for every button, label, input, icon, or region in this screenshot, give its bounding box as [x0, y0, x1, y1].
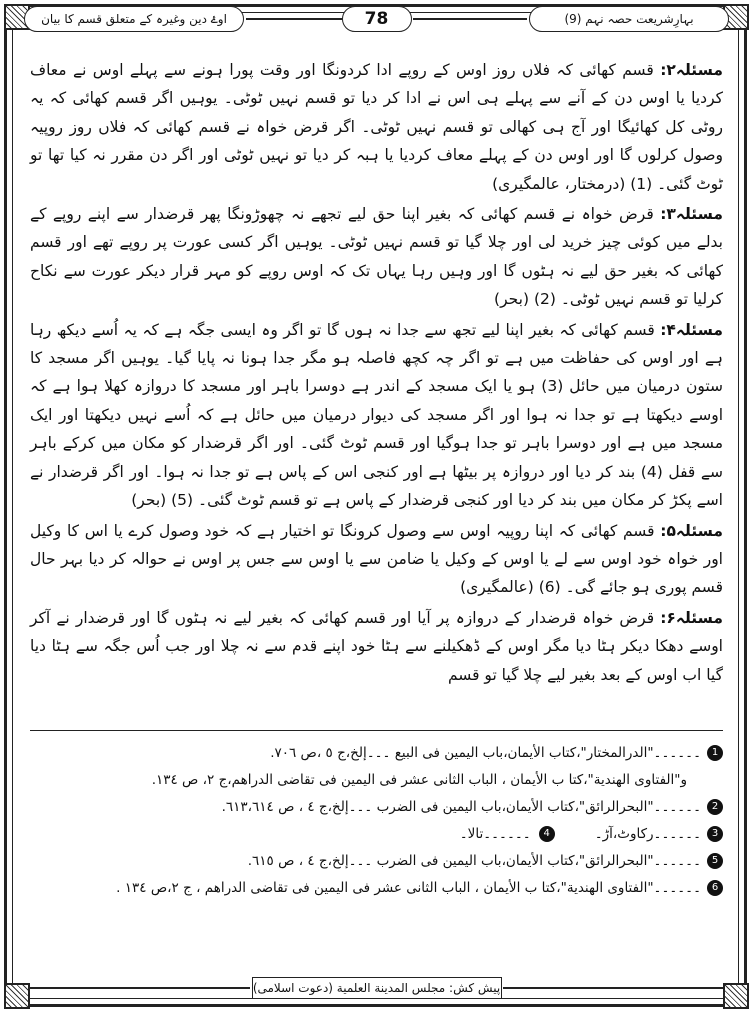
footnote [30, 821, 723, 848]
paragraph-text: قرض خواہ قرضدار کے دروازہ پر آیا اور قسم کھائی کہ بغیر لیے نہ ہٹوں گا اور قرضدار نے آکر اوسے دھکا دیکر ہٹا دیا مگر اوس کے ڈھکیلنے سے ہٹا خود اپنے قدم سے نہ چلا اور جب اُس جگہ سے ہٹا دیا گیا اب اوس کے بعد بغیر لیے چلا گیا تو قسم [30, 608, 723, 684]
masala-label: مسئلہ۵: [660, 521, 724, 540]
footnote [30, 875, 723, 902]
footnote-number: 6 [707, 880, 723, 896]
masala-label: مسئلہ۲: [660, 61, 723, 79]
footnote-text: ۔۔۔۔۔۔"الدرالمختار"،کتاب الأیمان،باب الیمین فی البیع ۔۔۔إلخ،ج ٥ ،ص ٧٠٦. [270, 745, 701, 761]
footnote-number: 3 [707, 826, 723, 842]
corner-ornament-bottom-left [4, 983, 30, 1009]
paragraph [30, 316, 723, 515]
footnotes [30, 740, 723, 902]
header-rule [246, 18, 342, 20]
footnote-text: ۔۔۔۔۔۔"البحرالرائق"،کتاب الأیمان،باب الیمین فی الضرب ۔۔۔إلخ،ج ٤ ، ص ٦١٥. [247, 853, 701, 869]
paragraph-text: قسم کھائی کہ اپنا روپیہ اوس سے وصول کرونگا تو اختیار ہے کہ خود وصول کرے یا اس کا وکیل اور خواہ خود اوس سے لے یا اوس کے وکیل یا ضامن سے یا اوس سے جس پر اوس نے حوالہ کر دیا بہر حال قسم پوری ہو جائے گی۔ (6) (عالمگیری) [30, 521, 723, 597]
main-text [30, 56, 723, 691]
publisher-footer: پیش کش: مجلس المدینة العلمیة (دعوت اسلامی) [252, 977, 502, 999]
paragraph-text: قسم کھائی کہ بغیر اپنا لیے تجھ سے جدا نہ ہوں گا تو اگر وہ ایسی جگہ ہے کہ یہ اُسے دیکھ رہا ہے اور اوس کی حفاظت میں ہے تو اگر چہ کچھ فاصلہ ہو مگر جدا ہونا نہ پایا گیا۔ یوہیں اگر مسجد کا ستون درمیان میں حائل (3) ہو یا ایک مسجد کے اندر ہے دوسرا باہر اور مسجد کا دروازہ کھلا ہوا ہے کہ اوسے دیکھتا ہے تو جدا نہ ہوا اور اگر مسجد کی دیوار درمیان میں حائل ہے کہ اُسے نہیں دیکھتا اور ایک مسجد میں ہے اور دوسرا باہر تو جدا ہوگیا اور قسم ٹوٹ گئی۔ اور اگر قرضدار کو مکان میں کرکے باہر سے قفل (4) بند کر دیا اور دروازہ پر بیٹھا ہے اور کنجی اس کے پاس ہے تو جدا نہ ہوا۔ اور اگر قرضدار نے اسے پکڑ کر مکان میں بند کر دیا اور کنجی قرضدار کے پاس ہے تو قسم ٹوٹ گئی۔ (5) (بحر) [30, 320, 723, 510]
footnote-number: 2 [707, 799, 723, 815]
page-number: 78 [342, 6, 412, 32]
footnote-number: 5 [707, 853, 723, 869]
paragraph [30, 200, 723, 314]
footnote-text: و"الفتاوی الھندیة"،کتا ب الأیمان ، الباب الثانی عشر فی الیمین فی تقاضی الدراھم،ج ۲، ص ١٣٤. [151, 772, 687, 788]
footnote-number: 1 [707, 745, 723, 761]
footnote [30, 767, 723, 794]
paragraph [30, 604, 723, 689]
masala-label: مسئلہ۴: [660, 320, 723, 339]
masala-label: مسئلہ۶: [660, 608, 723, 627]
corner-ornament-bottom-right [723, 983, 749, 1009]
footer-rule [503, 987, 723, 989]
footnote [30, 794, 723, 821]
footnote [30, 740, 723, 767]
paragraph [30, 517, 723, 602]
footnote-text: ۔۔۔۔۔۔"الفتاوی الھندیة"،کتا ب الأیمان ، الباب الثانی عشر فی الیمین فی تقاضی الدراھم ، ج ٢،ص ١٣٤ . [116, 880, 701, 896]
paragraph [30, 56, 723, 198]
footnote-text: ۔۔۔۔۔۔"البحرالرائق"،کتاب الأیمان،باب الیمین فی الضرب ۔۔۔إلخ،ج ٤ ، ص ٦١٣،٦١٤. [221, 799, 701, 815]
footnote [30, 848, 723, 875]
footer-rule [30, 987, 250, 989]
chapter-title: اوۓ دین وغیرہ کے متعلق قسم کا بیان [24, 6, 244, 32]
paragraph-text: قسم کھائی کہ فلاں روز اوس کے روپے ادا کردونگا اور وقت پورا ہونے سے پہلے اوس نے معاف کردیا یا اوس دن کے آنے سے پہلے ہی اس نے ادا کر دیا تو قسم نہیں ٹوٹی۔ یوہیں اگر قسم کھائی کہ یہ روٹی کل کھائیگا اور آج ہی کھالی تو قسم نہیں ٹوٹی۔ اگر قرض خواہ نے قسم کھائی کہ فلاں روز روپیہ وصول کرلوں گا اور اوس دن کے پہلے معاف کردیا یا ہبہ کر دیا تو نہیں ٹوٹی اور اگر دن مقرر نہ کیا تھا تو ٹوٹ گئی۔ (1) (درمختار، عالمگیری) [30, 61, 723, 193]
paragraph-text: قرض خواہ نے قسم کھائی کہ بغیر اپنا حق لیے تجھے نہ چھوڑونگا پھر قرضدار سے اپنے روپے کے بدلے میں کوئی چیز خرید لی اور چلا گیا تو قسم نہیں ٹوٹی۔ یوہیں اگر کسی عورت پر روپے تھے اور قسم کھائی کہ بغیر حق لیے نہ ہٹوں گا اور وہیں رہا یہاں تک کہ اوس روپے کو مہر قرار دیکر عورت سے نکاح کرلیا تو قسم نہیں ٹوٹی۔ (2) (بحر) [30, 205, 723, 309]
footnote-number: 4 [539, 826, 555, 842]
masala-label: مسئلہ۳: [660, 205, 723, 224]
page-header [24, 6, 729, 36]
footnote-text: ۔۔۔۔۔۔رکاوٹ،آڑ۔ [594, 826, 701, 842]
footnote-text: ۔۔۔۔۔۔تالا۔ [459, 826, 531, 842]
header-rule [413, 18, 527, 20]
book-title: بہارِشریعت حصہ نہم (9) [529, 6, 729, 32]
footnote-separator [30, 730, 723, 731]
